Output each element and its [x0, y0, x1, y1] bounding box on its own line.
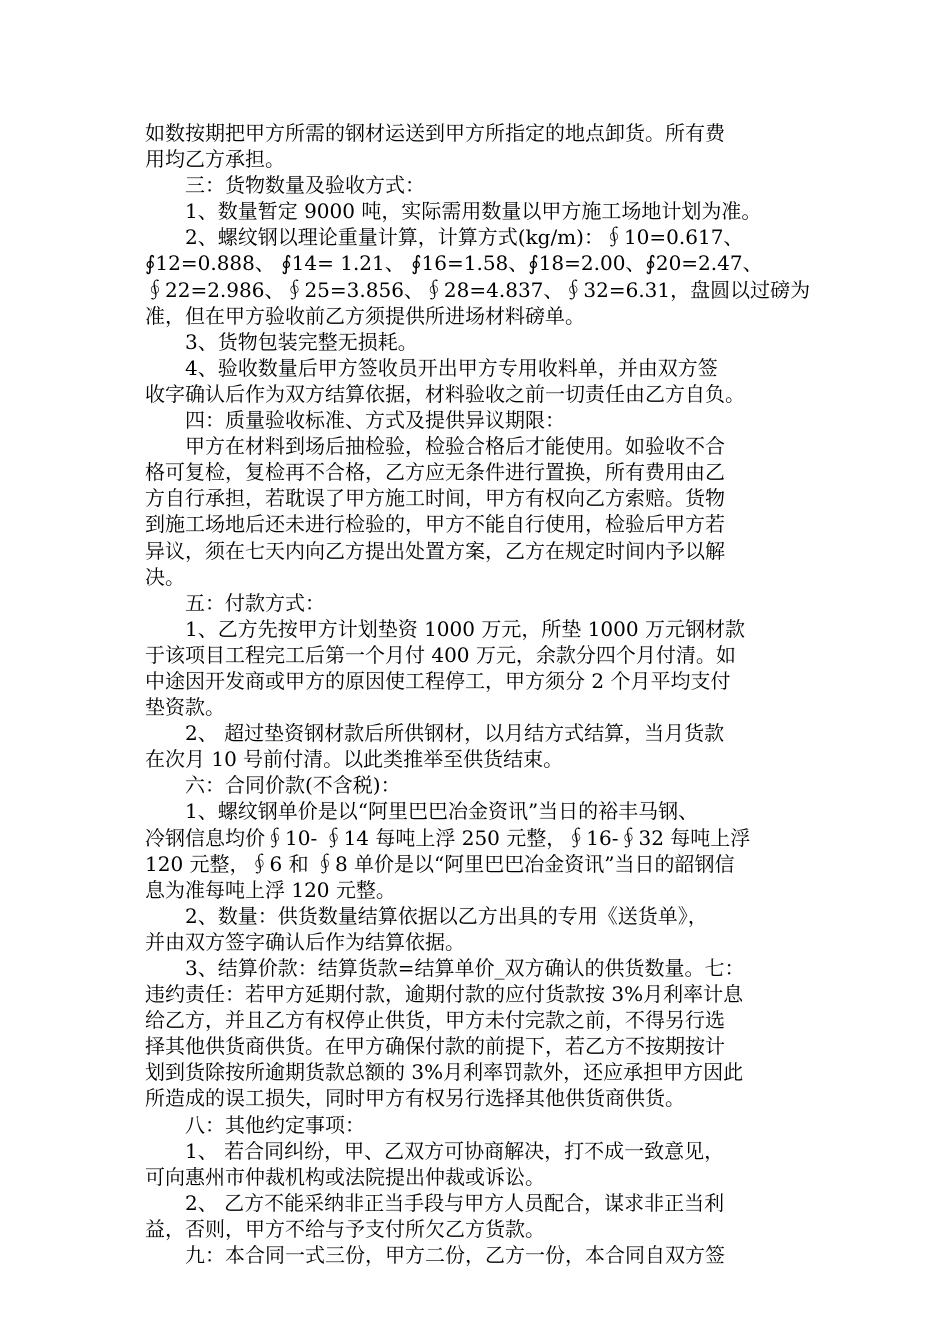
text-line: 给乙方，并且乙方有权停止供货，甲方未付完款之前，不得另行选 — [145, 1008, 725, 1033]
section-heading: 三：货物数量及验收方式： — [145, 173, 425, 198]
text-line: 3、结算价款：结算货款=结算单价_双方确认的供货数量。七： — [145, 956, 745, 980]
section-heading: 八：其他约定事项： — [145, 1112, 365, 1137]
text-line: 中途因开发商或甲方的原因使工程停工，甲方须分 2 个月平均支付 — [145, 668, 731, 693]
section-heading: 五：付款方式： — [145, 590, 325, 615]
text-line: 3、货物包装完整无损耗。 — [145, 329, 418, 354]
text-line: 择其他供货商供货。在甲方确保付款的前提下，若乙方不按期按计 — [145, 1034, 725, 1059]
text-line: 异议，须在七天内向乙方提出处置方案，乙方在规定时间内予以解 — [145, 538, 725, 563]
text-line: 在次月 10 号前付清。以此类推举至供货结束。 — [145, 747, 564, 772]
document-body — [145, 120, 817, 1268]
text-line: 违约责任：若甲方延期付款，逾期付款的应付货款按 3%月利率计息 — [145, 982, 744, 1007]
text-line: 2、螺纹钢以理论重量计算，计算方式(kg/m)：∮10=0.617、 — [145, 225, 744, 250]
section-heading: 四：质量验收标准、方式及提供异议期限： — [145, 408, 565, 433]
text-line: 1、螺纹钢单价是以“阿里巴巴冶金资讯”当日的裕丰马钢、 — [145, 799, 699, 824]
text-line: ∮22=2.986、∮25=3.856、∮28=4.837、∮32=6.31，盘圆以过磅为 — [145, 277, 811, 302]
text-line: 4、验收数量后甲方签收员开出甲方专用收料单，并由双方签 — [145, 355, 718, 380]
text-line: 2、数量：供货数量结算依据以乙方出具的专用《送货单》， — [145, 903, 708, 928]
text-line: 收字确认后作为双方结算依据，材料验收之前一切责任由乙方自负。 — [145, 381, 745, 406]
text-line: 2、 超过垫资钢材款后所供钢材，以月结方式结算，当月货款 — [145, 721, 725, 746]
text-line: 方自行承担，若耽误了甲方施工时间，甲方有权向乙方索赔。货物 — [145, 486, 725, 511]
section-heading: 六：合同价款(不含税)： — [145, 773, 401, 798]
text-line: 准，但在甲方验收前乙方须提供所进场材料磅单。 — [145, 303, 585, 328]
text-line: 益，否则，甲方不给与予支付所欠乙方货款。 — [145, 1216, 545, 1241]
text-line: 于该项目工程完工后第一个月付 400 万元，余款分四个月付清。如 — [145, 642, 736, 667]
text-line: 划到货除按所逾期货款总额的 3%月利率罚款外，还应承担甲方因此 — [145, 1060, 744, 1085]
text-line: 1、 若合同纠纷，甲、乙双方可协商解决，打不成一致意见， — [145, 1138, 725, 1163]
text-line: 九：本合同一式三份，甲方二份，乙方一份，本合同自双方签 — [145, 1243, 725, 1268]
text-line: 用均乙方承担。 — [145, 147, 285, 172]
text-line: 120 元整，∮6 和 ∮8 单价是以“阿里巴巴冶金资讯”当日的韶钢信 — [145, 851, 735, 876]
text-line: 1、乙方先按甲方计划垫资 1000 万元，所垫 1000 万元钢材款 — [145, 616, 745, 641]
text-line: 所造成的误工损失，同时甲方有权另行选择其他供货商供货。 — [145, 1086, 685, 1111]
text-line: 格可复检，复检再不合格，乙方应无条件进行置换，所有费用由乙 — [145, 460, 725, 485]
text-line: 可向惠州市仲裁机构或法院提出仲裁或诉讼。 — [145, 1164, 545, 1189]
text-line: 冷钢信息均价∮10- ∮14 每吨上浮 250 元整，∮16-∮32 每吨上浮 — [145, 825, 751, 850]
text-line: 到施工场地后还未进行检验的，甲方不能自行使用，检验后甲方若 — [145, 512, 725, 537]
text-line: 垫资款。 — [145, 695, 225, 720]
text-line: 2、 乙方不能采纳非正当手段与甲方人员配合，谋求非正当利 — [145, 1190, 725, 1215]
text-line: 如数按期把甲方所需的钢材运送到甲方所指定的地点卸货。所有费 — [145, 121, 725, 145]
text-line: 并由双方签字确认后作为结算依据。 — [145, 929, 465, 954]
text-line: 1、数量暂定 9000 吨，实际需用数量以甲方施工场地计划为准。 — [145, 199, 762, 224]
text-line: 息为准每吨上浮 120 元整。 — [145, 877, 396, 902]
text-line: ∮12=0.888、 ∮14= 1.21、 ∮16=1.58、∮18=2.00、∮20=2.47、 — [145, 251, 763, 276]
text-line: 甲方在材料到场后抽检验，检验合格后才能使用。如验收不合 — [145, 434, 725, 459]
text-line: 决。 — [145, 564, 185, 589]
